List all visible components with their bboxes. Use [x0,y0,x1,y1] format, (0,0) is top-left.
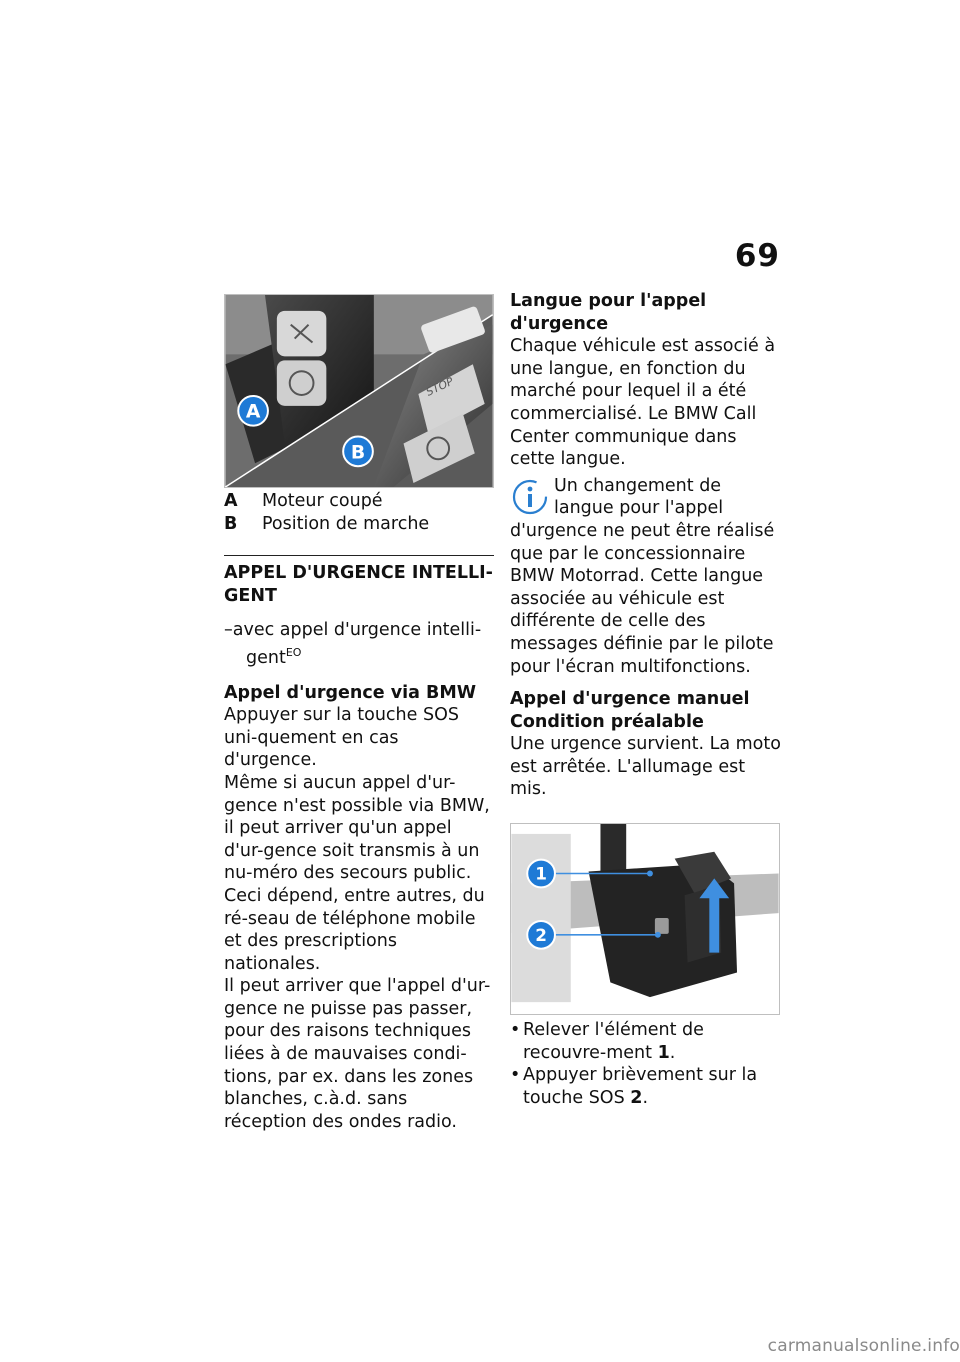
legend-key: B [224,513,238,534]
condition-heading: Condition préalable [510,711,704,732]
step-list [510,1019,782,1109]
sos-switch-figure [510,823,780,1015]
info-icon [510,477,550,517]
bmw-paragraph: Il peut arriver que l'appel d'ur-gence ne puisse pas passer, pour des raisons techniques liées à de mauvaises condi-tions, par ex. dans les zones blanches, c.à.d. sans réception des ondes radio. [224,976,491,1132]
section-title: APPEL D'URGENCE INTELLI-GENT [224,563,493,606]
watermark: carmanualsonline.info [767,1336,960,1356]
bmw-heading: Appel d'urgence via BMW [224,682,477,703]
bmw-paragraph: Même si aucun appel d'ur-gence n'est possible via BMW, il peut arriver qu'un appel d'ur-gence soit transmis à un nu-méro des secours public. Ceci dépend, entre autres, du ré-seau de téléphone mobile et des prescriptions nationales. [224,772,490,974]
option-superscript: EO [285,645,302,659]
sos-button-icon [655,918,669,934]
legend-row-b [224,513,494,536]
step-ref: 1 [657,1042,670,1063]
stop-label: STOP [424,374,456,399]
info-text: Un changement de langue pour l'appel d'urgence ne peut être réalisé que par le concessionnaire BMW Motorrad. Cette langue associée au véhicule est différente de celle des messages définie par le pilote pour l'écran multifonctions. [510,475,775,677]
step-ref: 2 [630,1087,643,1108]
right-column [510,290,782,1109]
figure-legend [224,490,494,535]
language-heading: Langue pour l'appel d'urgence [510,291,707,334]
step-text: Relever l'élément de recouvre-ment [523,1020,704,1063]
callout-1-label: 1 [535,863,547,884]
legend-key: A [224,491,238,511]
option-line [224,619,494,669]
legend-row-a [224,490,494,513]
callout-a-label: A [245,401,261,423]
language-paragraph: Chaque véhicule est associé à une langue, en fonction du marché pour lequel il a été commercialisé. Le BMW Call Center communique dans cette langue. [510,336,776,470]
manual-heading: Appel d'urgence manuel [510,689,750,710]
step-item [510,1019,782,1064]
step-text: Appuyer brièvement sur la touche SOS [523,1065,758,1108]
step-end: . [669,1042,676,1063]
step-end: . [642,1087,649,1108]
legend-text: Position de marche [262,513,430,534]
bmw-paragraph: Appuyer sur la touche SOS uni-quement en cas d'urgence. [224,705,459,771]
left-column [224,294,494,1133]
legend-text: Moteur coupé [262,491,383,511]
handlebar-switch-figure [224,294,494,488]
info-note [510,475,782,678]
page-number: 69 [734,238,780,274]
condition-paragraph: Une urgence survient. La moto est arrêtée. L'allumage est mis. [510,734,781,800]
section-header [224,555,494,607]
callout-2-label: 2 [535,924,547,945]
step-item [510,1064,782,1109]
callout-b-label: B [350,442,366,464]
option-text: –avec appel d'urgence intelli-gent [224,620,482,668]
